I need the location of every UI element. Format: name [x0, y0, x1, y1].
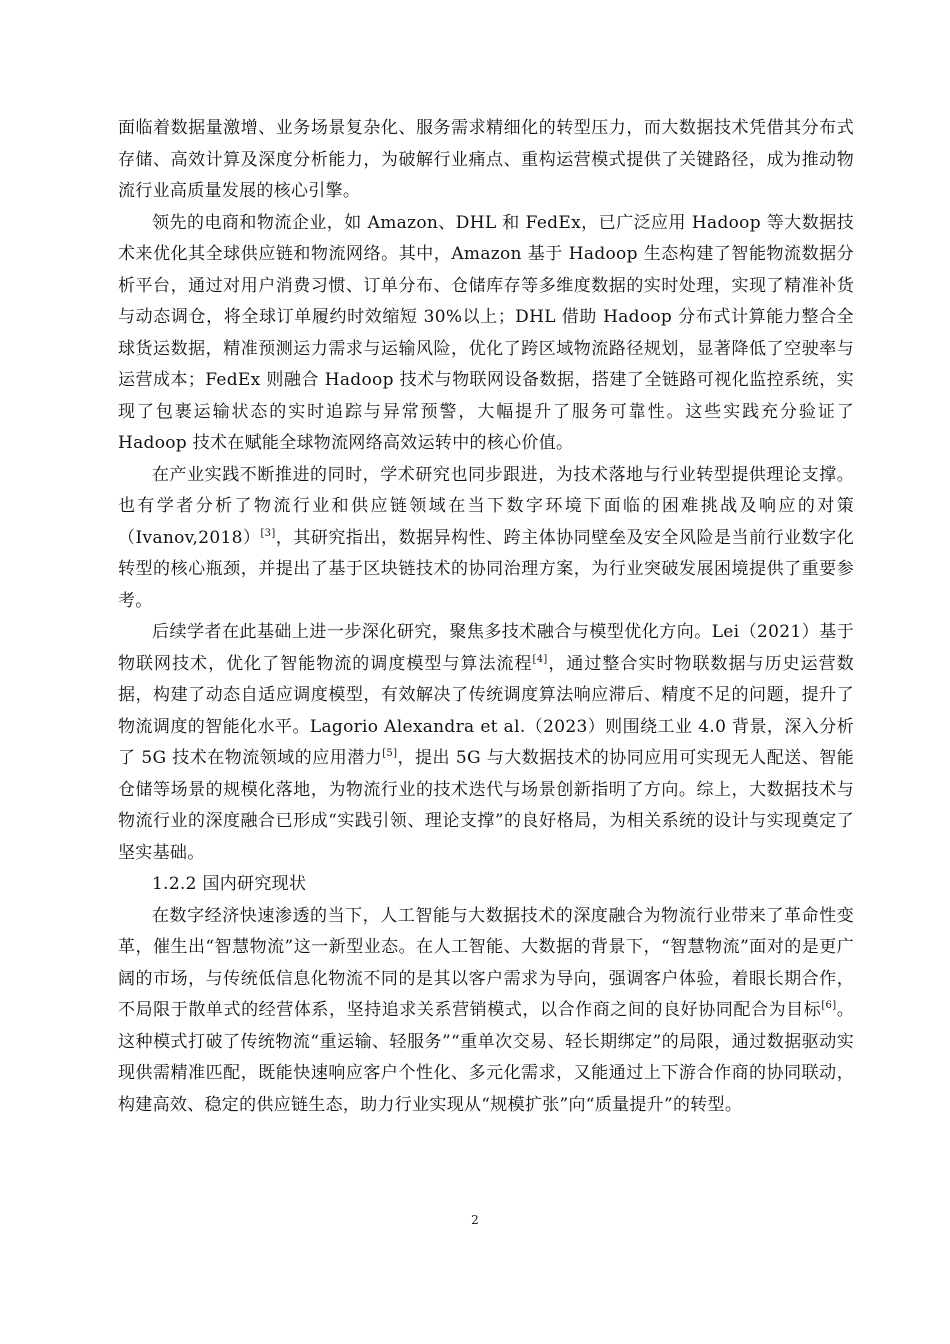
- citation-ref: [3]: [260, 527, 276, 539]
- paragraph-text: 后续学者在此基础上进一步深化研究，聚焦多技术融合与模型优化方向。Lei（2021）基于物联网技术，优化了智能物流的调度模型与算法流程: [118, 622, 854, 674]
- paragraph-industry-practice: [118, 208, 854, 460]
- citation-ref: [5]: [382, 748, 398, 759]
- paragraph-text: ，其研究指出，数据异构性、跨主体协同壁垒及安全风险是当前行业数字化转型的核心瓶颈，并提出了基于区块链技术的协同治理方案，为行业突破发展困境提供了重要参考。: [118, 527, 854, 611]
- paragraph-academic-research: [118, 460, 854, 618]
- paragraph-text: 领先的电商和物流企业，如 Amazon、DHL 和 FedEx，已广泛应用 Hadoop 等大数据技术来优化其全球供应链和物流网络。其中，Amazon 基于 Hadoop 生态构建了智能物流数据分析平台，通过对用户消费习惯、订单分布、仓储库存等多维度数据的实时处理，实现了精准补货与动态调仓，将全球订单履约时效缩短 30%以上；DHL 借助 Hadoop 分布式计算能力整合全球货运数据，精准预测运力需求与运输风险，优化了跨区域物流路径规划，显著降低了空驶率与运营成本；FedEx 则融合 Hadoop 技术与物联网设备数据，搭建了全链路可视化监控系统，实现了包裹运输状态的实时追踪与异常预警，大幅提升了服务可靠性。这些实践充分验证了 Hadoop 技术在赋能全球物流网络高效运转中的核心价值。: [118, 212, 854, 453]
- paragraph-domestic-research: [118, 901, 854, 1122]
- citation-ref: [6]: [821, 1000, 837, 1011]
- document-page-body: [118, 113, 854, 1121]
- paragraph-text: 。这种模式打破了传统物流“重运输、轻服务”“重单次交易、轻长期绑定”的局限，通过数据驱动实现供需精准匹配，既能快速响应客户个性化、多元化需求，又能通过上下游合作商的协同联动，构建高效、稳定的供应链生态，助力行业实现从“规模扩张”向“质量提升”的转型。: [118, 1000, 854, 1115]
- paragraph-text: 在数字经济快速渗透的当下，人工智能与大数据技术的深度融合为物流行业带来了革命性变革，催生出“智慧物流”这一新型业态。在人工智能、大数据的背景下，“智慧物流”面对的是更广阔的市场，与传统低信息化物流不同的是其以客户需求为导向，强调客户体验，着眼长期合作，不局限于散单式的经营体系，坚持追求关系营销模式，以合作商之间的良好协同配合为目标: [118, 905, 854, 1020]
- paragraph-text: ，提出 5G 与大数据技术的协同应用可实现无人配送、智能仓储等场景的规模化落地，为物流行业的技术迭代与场景创新指明了方向。综上，大数据技术与物流行业的深度融合已形成“实践引领、理论支撑”的良好格局，为相关系统的设计与实现奠定了坚实基础。: [118, 748, 854, 863]
- paragraph-text: ，通过整合实时物联数据与历史运营数据，构建了动态自适应调度模型，有效解决了传统调度算法响应滞后、精度不足的问题，提升了物流调度的智能化水平。Lagorio Alexandra et al.（2023）则围绕工业 4.0 背景，深入分析了 5G 技术在物流领域的应用潜力: [118, 653, 854, 768]
- citation-ref: [4]: [532, 653, 548, 665]
- paragraph-intro-continuation: [118, 113, 854, 208]
- paragraph-follow-up-research: [118, 617, 854, 869]
- page-number: 2: [471, 1213, 479, 1227]
- section-heading: 1.2.2 国内研究现状: [152, 874, 307, 894]
- paragraph-text: 面临着数据量激增、业务场景复杂化、服务需求精细化的转型压力，而大数据技术凭借其分布式存储、高效计算及深度分析能力，为破解行业痛点、重构运营模式提供了关键路径，成为推动物流行业高质量发展的核心引擎。: [118, 118, 854, 201]
- paragraph-text: 在产业实践不断推进的同时，学术研究也同步跟进，为技术落地与行业转型提供理论支撑。也有学者分析了物流行业和供应链领域在当下数字环境下面临的困难挑战及响应的对策（Ivanov,2018）: [118, 464, 854, 548]
